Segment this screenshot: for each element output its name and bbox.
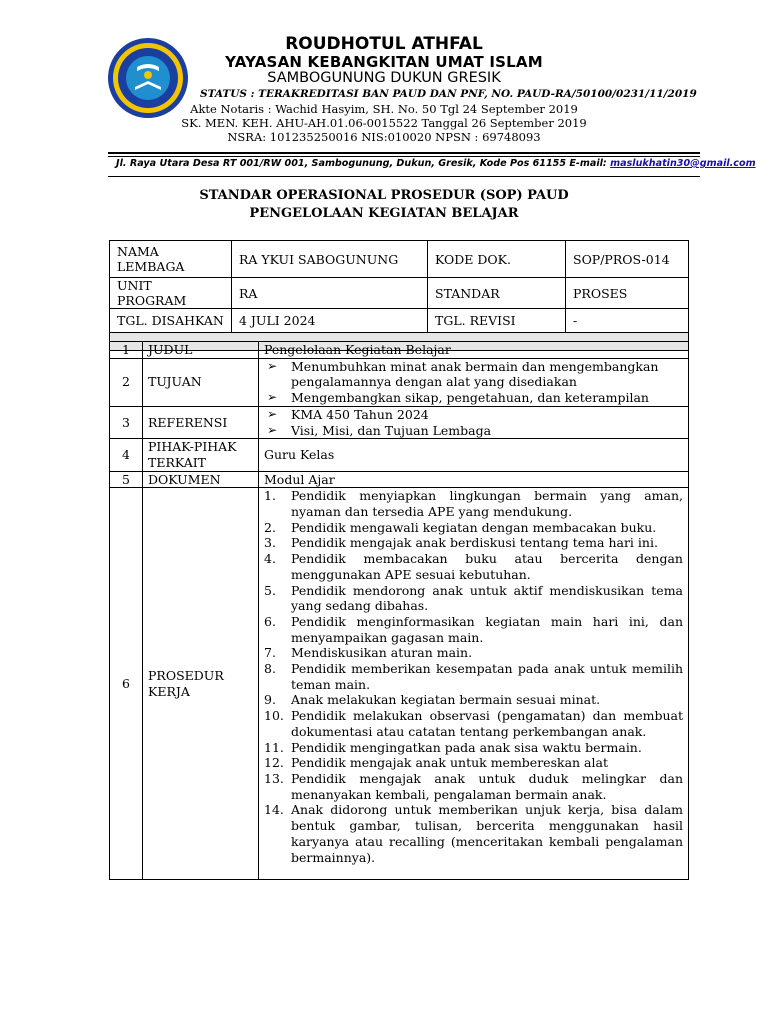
procedure-step: 2. Pendidik mengawali kegiatan dengan membacakan buku.: [264, 519, 657, 535]
nama-lembaga-label: NAMA LEMBAGA: [110, 241, 232, 278]
document-info-table: [109, 240, 689, 351]
header-rule-thin: [108, 156, 700, 157]
row-number: 1: [110, 342, 143, 359]
row-label: JUDUL: [143, 342, 259, 359]
sop-row-pihak: [110, 439, 689, 471]
header-rule-thick: [108, 152, 700, 154]
tujuan-bullets: [264, 359, 683, 406]
school-name: ROUDHOTUL ATHFAL: [285, 34, 483, 54]
row-number: 2: [110, 358, 143, 406]
procedure-step: 11. Pendidik mengingatkan pada anak sisa waktu bermain.: [264, 739, 642, 755]
procedure-step: 3. Pendidik mengajak anak berdiskusi tentang tema hari ini.: [264, 535, 658, 551]
info-row-institution: [110, 241, 689, 278]
location: SAMBOGUNUNG DUKUN GRESIK: [267, 70, 501, 86]
procedure-step: 10. Pendidik melakukan observasi (pengamatan) dan membuat dokumentasi atau catatan tentang perkembangan anak.: [264, 708, 683, 739]
bullet-item: ➢ Menumbuhkan minat anak bermain dan mengembangkan pengalamannya dengan alat yang disediakan: [264, 359, 683, 390]
address-text: Jl. Raya Utara Desa RT 001/RW 001, Sambogunung, Dukun, Gresik, Kode Pos 61155 E-mail:: [116, 158, 611, 169]
notary-deed: Akte Notaris : Wachid Hasyim, SH. No. 50 Tgl 24 September 2019: [190, 102, 578, 116]
referensi-bullets: [264, 407, 683, 438]
procedure-step: 5. Pendidik mendorong anak untuk aktif mendiskusikan tema yang sedang dibahas.: [264, 582, 683, 614]
procedure-steps: [264, 488, 683, 865]
bullet-item: ➢ KMA 450 Tahun 2024: [264, 407, 683, 423]
tgl-revisi-value: -: [566, 309, 689, 333]
row-label: REFERENSI: [143, 406, 259, 438]
document-subtitle: PENGELOLAAN KEGIATAN BELAJAR: [249, 206, 519, 221]
procedure-step: 8. Pendidik memberikan kesempatan pada anak untuk memilih teman main.: [264, 661, 683, 692]
row-number: 5: [110, 471, 143, 488]
row-content: [259, 406, 689, 438]
sop-row-prosedur: [110, 488, 689, 880]
sop-table: [109, 341, 689, 880]
tgl-revisi-label: TGL. REVISI: [428, 309, 566, 333]
bullet-item: ➢ Mengembangkan sikap, pengetahuan, dan keterampilan: [264, 390, 683, 406]
row-content: Guru Kelas: [259, 439, 689, 471]
row-content: [259, 358, 689, 406]
row-content: [259, 488, 689, 880]
row-content: Modul Ajar: [259, 471, 689, 488]
document-title: STANDAR OPERASIONAL PROSEDUR (SOP) PAUD: [199, 188, 569, 203]
row-number: 6: [110, 488, 143, 880]
row-label: TUJUAN: [143, 358, 259, 406]
tgl-disahkan-label: TGL. DISAHKAN: [110, 309, 232, 333]
unit-program-value: RA: [232, 278, 428, 309]
row-content: Pengelolaan Kegiatan Belajar: [259, 342, 689, 359]
procedure-step: 13. Pendidik mengajak anak untuk duduk melingkar dan menanyakan kembali, pengalaman bermain anak.: [264, 770, 683, 802]
tgl-disahkan-value: 4 JULI 2024: [232, 309, 428, 333]
accreditation-status: STATUS : TERAKREDITASI BAN PAUD DAN PNF, NO. PAUD-RA/50100/0231/11/2019: [200, 88, 697, 100]
ministry-decree: SK. MEN. KEH. AHU-AH.01.06-0015522 Tanggal 26 September 2019: [181, 116, 587, 130]
kode-dok-label: KODE DOK.: [428, 241, 566, 278]
info-row-dates: [110, 309, 689, 333]
email-link[interactable]: maslukhatin30@gmail.com: [610, 158, 756, 169]
standar-value: PROSES: [566, 278, 689, 309]
foundation-name: YAYASAN KEBANGKITAN UMAT ISLAM: [225, 53, 543, 71]
bullet-item: ➢ Visi, Misi, dan Tujuan Lembaga: [264, 423, 683, 439]
row-label: PIHAK-PIHAK TERKAIT: [143, 439, 259, 471]
info-row-program: [110, 278, 689, 309]
nama-lembaga-value: RA YKUI SABOGUNUNG: [232, 241, 428, 278]
sop-row-judul: [110, 342, 689, 359]
procedure-step: 6. Pendidik menginformasikan kegiatan main hari ini, dan menyampaikan gagasan main.: [264, 613, 683, 645]
sop-row-dokumen: [110, 471, 689, 488]
kode-dok-value: SOP/PROS-014: [566, 241, 689, 278]
row-number: 4: [110, 439, 143, 471]
registration-numbers: NSRA: 101235250016 NIS:010020 NPSN : 69748093: [227, 130, 541, 144]
address-line: [116, 158, 756, 169]
procedure-step: 9. Anak melakukan kegiatan bermain sesuai minat.: [264, 692, 601, 708]
sop-row-referensi: [110, 406, 689, 438]
unit-program-label: UNIT PROGRAM: [110, 278, 232, 309]
address-rule: [108, 176, 700, 177]
procedure-step: 14. Anak didorong untuk memberikan unjuk kerja, bisa dalam bentuk gambar, tulisan, bercerita menggunakan hasil karyanya atau recalling (menceritakan kembali pengalaman bermainnya).: [264, 802, 683, 865]
sop-row-tujuan: [110, 358, 689, 406]
row-label: PROSEDUR KERJA: [143, 488, 259, 880]
procedure-step: 7. Mendiskusikan aturan main.: [264, 645, 473, 661]
row-number: 3: [110, 406, 143, 438]
procedure-step: 12. Pendidik mengajak anak untuk membereskan alat: [264, 755, 608, 771]
standar-label: STANDAR: [428, 278, 566, 309]
procedure-step: 1. Pendidik menyiapkan lingkungan bermain yang aman, nyaman dan tersedia APE yang mendukung.: [264, 488, 683, 520]
procedure-step: 4. Pendidik membacakan buku atau bercerita dengan menggunakan APE sesuai kebutuhan.: [264, 551, 683, 582]
row-label: DOKUMEN: [143, 471, 259, 488]
